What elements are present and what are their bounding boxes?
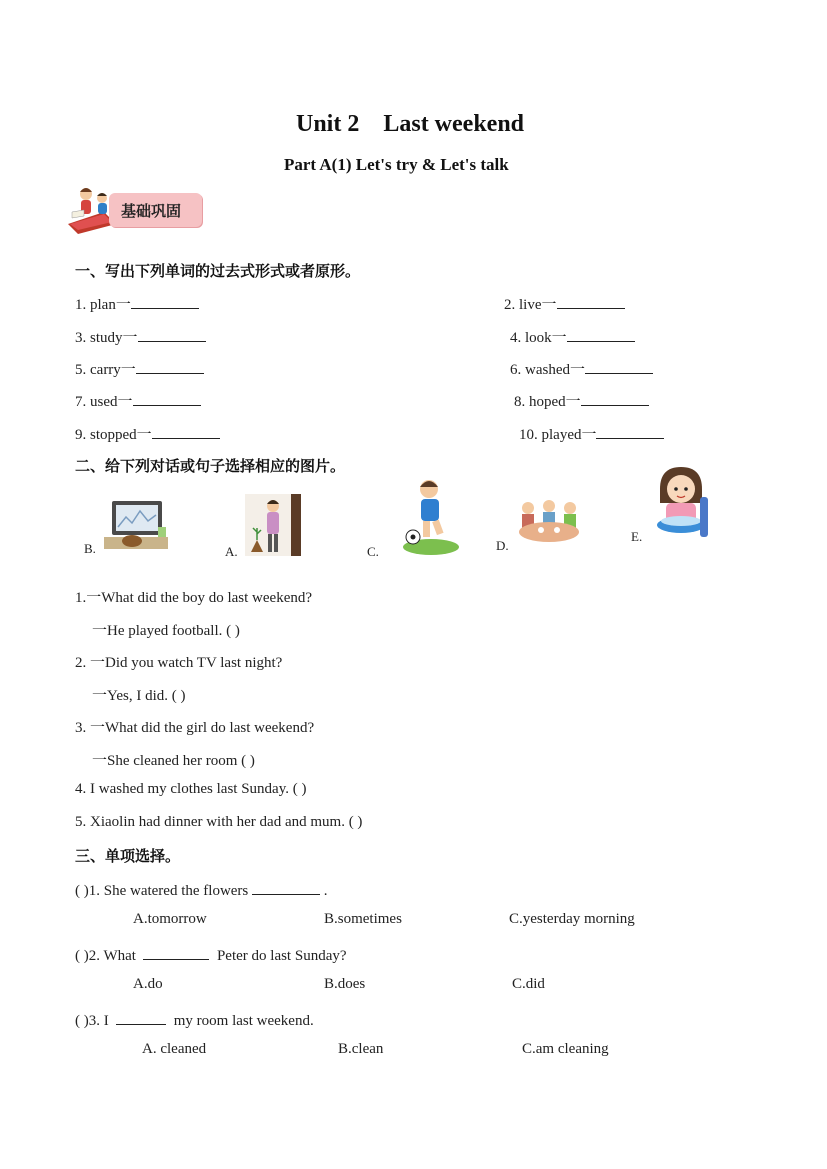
picture-label: B. [84,541,96,556]
word-item: 9. stopped一 [75,423,220,444]
picture-label: E. [631,529,643,544]
option: B.clean [338,1041,384,1057]
option: C.am cleaning [522,1041,609,1057]
section2-heading: 二、给下列对话或句子选择相应的图片。 [75,457,346,475]
word-item: 1. plan一 [75,293,199,314]
option: A.tomorrow [133,911,207,927]
word-item: 3. study一 [75,326,206,347]
question: ( )1. She watered the flowers . [75,879,328,900]
word-item: 5. carry一 [75,358,204,379]
family-dinner-picture [516,494,582,546]
option: C.did [512,976,545,992]
section3-heading: 三、单项选择。 [75,847,181,865]
picture-label: A. [225,544,238,559]
word-item: 8. hoped一 [514,390,649,411]
word-item: 7. used一 [75,390,201,411]
watering-flowers-picture [245,494,301,556]
dialogue-line: 一She cleaned her room ( ) [92,753,255,769]
option: A. cleaned [142,1041,207,1057]
word-item: 4. look一 [510,326,635,347]
playing-football-picture [401,475,461,557]
dialogue-line: 2. 一Did you watch TV last night? [75,655,283,671]
section-badge: 基础巩固 [109,193,202,227]
question: ( )2. What Peter do last Sunday? [75,944,347,965]
picture-label: D. [496,538,509,553]
option: B.sometimes [324,911,402,927]
section1-heading: 一、写出下列单词的过去式形式或者原形。 [75,262,361,280]
dialogue-line: 3. 一What did the girl do last weekend? [75,720,315,736]
picture-label: C. [367,544,379,559]
dialogue-line: 一He played football. ( ) [92,623,240,639]
dialogue-line: 1.一What did the boy do last weekend? [75,590,313,606]
option: B.does [324,976,366,992]
question: ( )3. I my room last weekend. [75,1009,314,1030]
dialogue-line: 4. I washed my clothes last Sunday. ( ) [75,781,307,797]
word-item: 10. played一 [519,423,664,444]
page-subtitle: Part A(1) Let's try & Let's talk [284,155,509,174]
page-title: Unit 2 Last weekend [296,111,525,137]
washing-clothes-picture [650,463,712,541]
dialogue-line: 一Yes, I did. ( ) [92,688,186,704]
word-item: 2. live一 [504,293,625,314]
option: C.yesterday morning [509,911,635,927]
word-item: 6. washed一 [510,358,653,379]
dialogue-line: 5. Xiaolin had dinner with her dad and mum. ( ) [75,814,363,830]
watching-tv-picture [102,497,170,551]
option: A.do [133,976,163,992]
